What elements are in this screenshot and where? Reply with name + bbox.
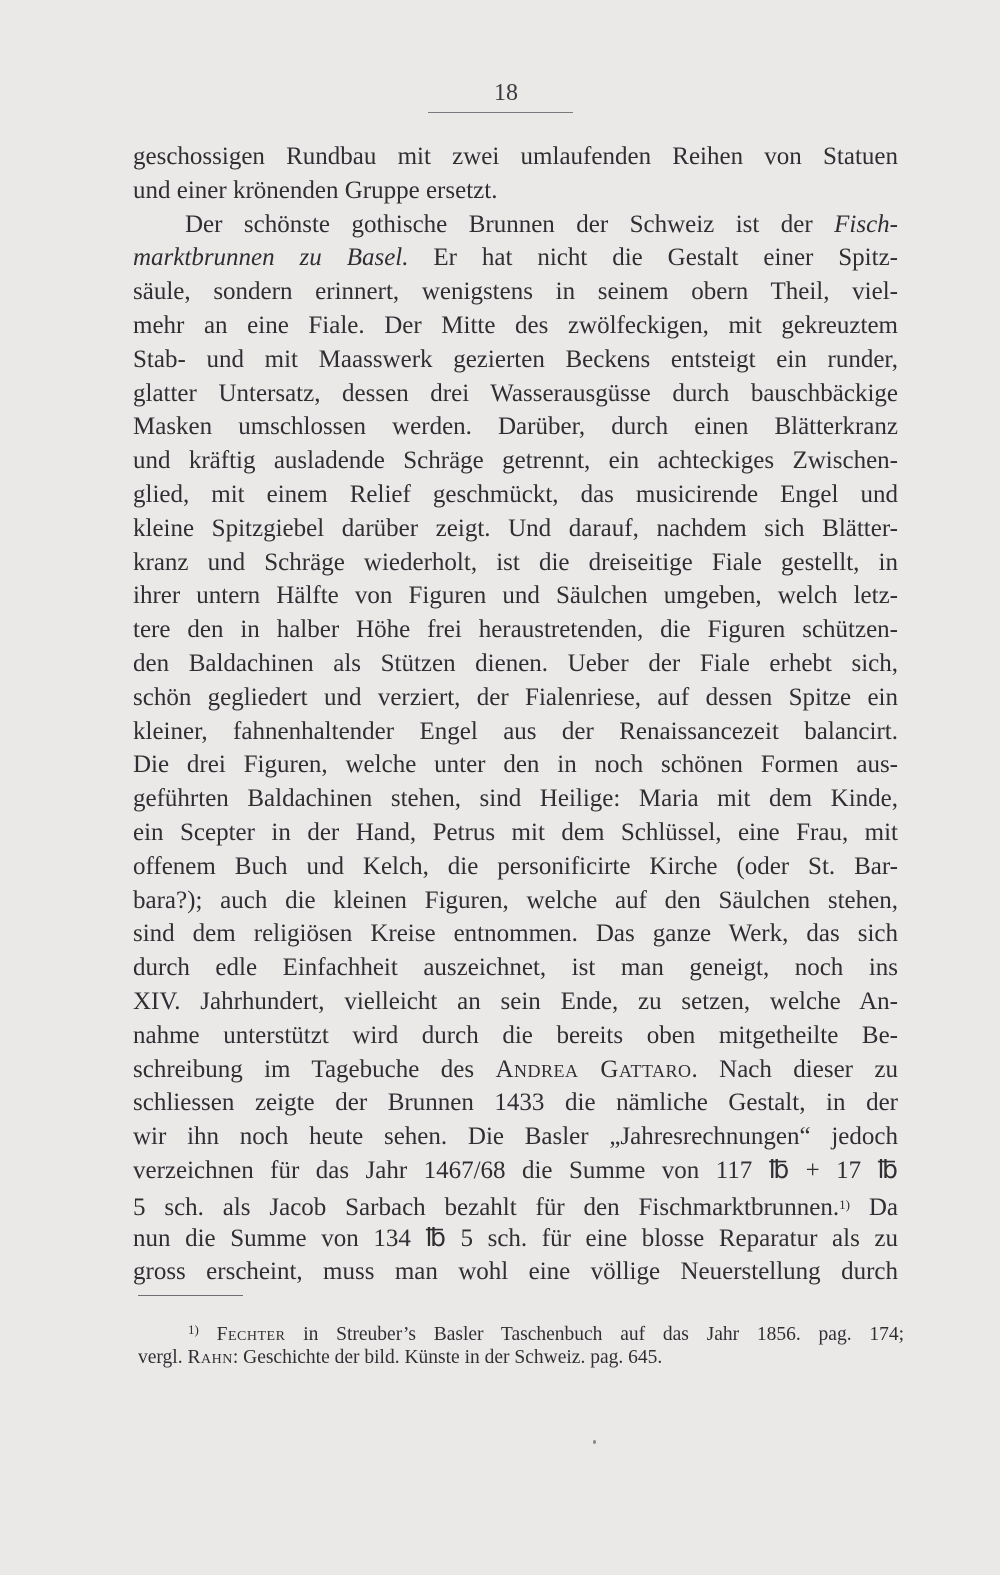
text-line: Der schönste gothische Brunnen der Schweiz ist der Fisch-	[185, 210, 898, 238]
text-line: mehr an eine Fiale. Der Mitte des zwölfeckigen, mit gekreuztem	[133, 311, 898, 339]
text-line: bara?); auch die kleinen Figuren, welche auf den Säulchen stehen,	[133, 886, 898, 914]
text-line: ein Scepter in der Hand, Petrus mit dem Schlüssel, eine Frau, mit	[133, 818, 898, 846]
text-line: kleiner, fahnenhaltender Engel aus der Renaissancezeit balancirt.	[133, 717, 898, 745]
text-line: tere den in halber Höhe frei heraustretenden, die Figuren schützen-	[133, 616, 898, 644]
text-line: säule, sondern erinnert, wenigstens in seinem obern Theil, viel-	[133, 278, 898, 306]
text-line: glatter Untersatz, dessen drei Wasserausgüsse durch bauschbäckige	[133, 379, 898, 407]
text-line: wir ihn noch heute sehen. Die Basler „Jahresrechnungen“ jedoch	[133, 1123, 898, 1151]
italic-text: marktbrunnen zu Basel.	[133, 244, 409, 272]
text-line: geführten Baldachinen stehen, sind Heilige: Maria mit dem Kinde,	[133, 785, 898, 813]
author-name: Fechter	[216, 1324, 286, 1345]
text-line: Stab- und mit Maasswerk gezierten Beckens entsteigt ein runder,	[133, 345, 898, 373]
text-line: geschossigen Rundbau mit zwei umlaufenden Reihen von Statuen	[133, 143, 898, 170]
paper-speck	[593, 1440, 596, 1444]
page-number: 18	[494, 80, 518, 106]
text-line: ihrer untern Hälfte von Figuren und Säulchen umgeben, welch letz-	[133, 582, 898, 610]
footnote-line: $^{1)}$ Fechter in Streuber’s Basler Taschenbuch auf das Jahr 1856. pag. 174;	[188, 1322, 905, 1345]
text-line: offenem Buch und Kelch, die personificirte Kirche (oder St. Bar-	[133, 852, 898, 880]
text-line: und einer krönenden Gruppe ersetzt.	[133, 176, 498, 204]
text-line: marktbrunnen zu Basel. Er hat nicht die Gestalt einer Spitz-	[133, 244, 898, 272]
text-line: Masken umschlossen werden. Darüber, durch einen Blätterkranz	[133, 413, 898, 441]
text-line: kranz und Schräge wiederholt, ist die dreiseitige Fiale gestellt, in	[133, 548, 898, 576]
text-line: nahme unterstützt wird durch die bereits oben mitgetheilte Be-	[133, 1021, 898, 1049]
text-line: durch edle Einfachheit auszeichnet, ist man geneigt, noch ins	[133, 954, 898, 982]
text-line: schön gegliedert und verziert, der Fialenriese, auf dessen Spitze ein	[133, 683, 898, 711]
text-line: kleine Spitzgiebel darüber zeigt. Und darauf, nachdem sich Blätter-	[133, 514, 898, 542]
footnotes	[138, 1316, 904, 1372]
footnote-marker: 1)	[188, 1322, 199, 1337]
author-name: Andrea Gattaro	[495, 1055, 692, 1083]
italic-text: Fisch-	[834, 210, 898, 238]
text-line: Die drei Figuren, welche unter den in noch schönen Formen aus-	[133, 751, 898, 779]
text-line: sind dem religiösen Kreise entnommen. Das ganze Werk, das sich	[133, 920, 898, 948]
text-line: 5 sch. als Jacob Sarbach bezahlt für den Fischmarktbrunnen.$^{1)}$ Da	[133, 1193, 898, 1221]
text-line: den Baldachinen als Stützen dienen. Ueber der Fiale erhebt sich,	[133, 649, 898, 677]
text-line: und kräftig ausladende Schräge getrennt, ein achteckiges Zwischen-	[133, 447, 898, 475]
text-line: glied, mit einem Relief geschmückt, das musicirende Engel und	[133, 480, 898, 508]
text-line: schliessen zeigte der Brunnen 1433 die nämliche Gestalt, in der	[133, 1089, 898, 1117]
text-line: nun die Summe von 134 ℔ 5 sch. für eine blosse Reparatur als zu	[133, 1224, 898, 1252]
author-name: Rahn	[187, 1347, 233, 1368]
footnote-line: vergl. Rahn: Geschichte der bild. Künste in der Schweiz. pag. 645.	[138, 1347, 663, 1368]
footnote-separator	[138, 1295, 243, 1296]
text-line: verzeichnen für das Jahr 1467/68 die Summe von 117 ℔ + 17 ℔	[133, 1156, 898, 1184]
text-line: gross erscheint, muss man wohl eine völlige Neuerstellung durch	[133, 1258, 898, 1286]
footnote-reference: 1)	[839, 1196, 850, 1212]
text-line: schreibung im Tagebuche des Andrea Gattaro. Nach dieser zu	[133, 1055, 898, 1083]
text-line: XIV. Jahrhundert, vielleicht an sein Ende, zu setzen, welche An-	[133, 987, 898, 1015]
header-rule	[428, 112, 573, 113]
body-text	[133, 140, 898, 1289]
